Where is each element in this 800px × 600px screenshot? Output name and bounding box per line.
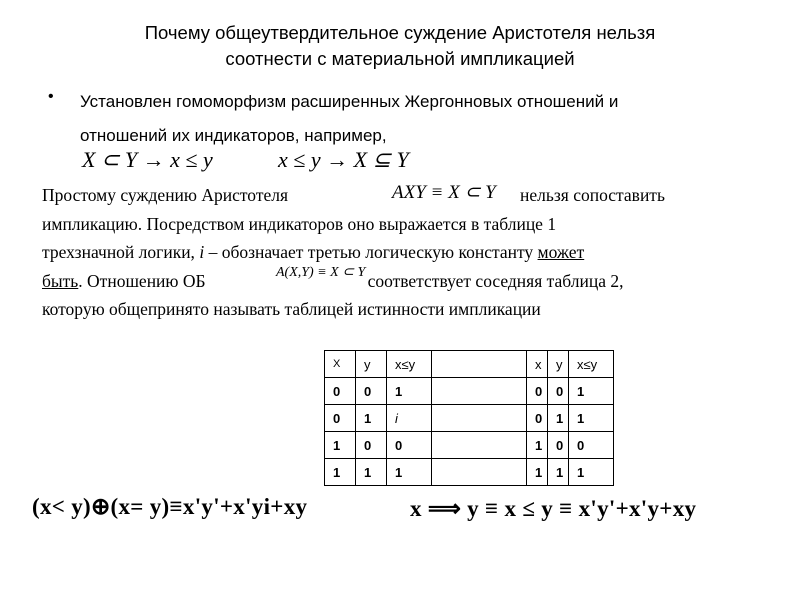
- para-text-3u: может: [537, 242, 585, 262]
- table-cell: 1: [527, 432, 548, 459]
- title-line-1: Почему общеутвердительное суждение Аристотеля нельзя: [144, 22, 656, 43]
- table-cell: 1: [356, 405, 387, 432]
- truth-tables: [324, 350, 614, 486]
- bullet-dot-icon: •: [48, 88, 54, 105]
- header-cell: y: [356, 351, 387, 378]
- para-text-4u: быть: [42, 270, 79, 291]
- table-header-row: [325, 351, 614, 378]
- bullet-line-2: отношений их индикаторов, например,: [80, 126, 387, 145]
- table-cell: 1: [325, 459, 356, 486]
- table-cell: 0: [569, 432, 614, 459]
- table-cell: 0: [356, 378, 387, 405]
- table-cell: 0: [548, 432, 569, 459]
- header-cell: x: [527, 351, 548, 378]
- table-cell: [432, 432, 527, 459]
- table-row: [325, 459, 614, 486]
- formula-bottom-left: (x< y)⊕(x= y)≡x'y'+x'yi+xy: [32, 494, 308, 519]
- para-text-1: Простому суждению Аристотеля: [42, 185, 289, 205]
- table-cell: i: [387, 405, 432, 432]
- table-cell: 1: [548, 405, 569, 432]
- table-cell: 0: [527, 405, 548, 432]
- bullet-line-1: Установлен гомоморфизм расширенных Жергонновых отношений и: [80, 92, 619, 111]
- para-text-4b: соответствует соседняя таблица 2,: [367, 270, 624, 291]
- table-cell: 1: [569, 378, 614, 405]
- header-cell: x≤y: [569, 351, 614, 378]
- para-text-2: нельзя сопоставить: [520, 185, 665, 205]
- table-cell: 1: [527, 459, 548, 486]
- header-cell: y: [548, 351, 569, 378]
- header-cell: x≤y: [387, 351, 432, 378]
- formula-aristotle: AXY ≡ X ⊂ Y: [392, 182, 496, 203]
- para-text-3i: i: [199, 242, 205, 262]
- table-cell: 0: [325, 405, 356, 432]
- table-cell: [432, 405, 527, 432]
- para-line-5: которую общепринято называть таблицей истинности импликации: [42, 299, 541, 319]
- formula-inclusion-to-le: X ⊂ Y → x ≤ y: [82, 147, 213, 172]
- table-cell: [432, 459, 527, 486]
- para-line-3: [42, 238, 772, 267]
- slide-title: [60, 20, 740, 72]
- table-row: [325, 378, 614, 405]
- table-cell: 0: [325, 378, 356, 405]
- header-cell: [432, 351, 527, 378]
- table-cell: 1: [569, 459, 614, 486]
- bullet-text: [80, 85, 760, 153]
- para-line-2: импликацию. Посредством индикаторов оно выражается в таблице 1: [42, 213, 557, 234]
- table-cell: 1: [356, 459, 387, 486]
- table-cell: [432, 378, 527, 405]
- table-cell: 0: [356, 432, 387, 459]
- table-cell: 1: [387, 459, 432, 486]
- table-cell: 0: [548, 378, 569, 405]
- table-cell: 0: [527, 378, 548, 405]
- table-row: [325, 432, 614, 459]
- table-cell: 1: [569, 405, 614, 432]
- table-row: [325, 405, 614, 432]
- table-cell: 1: [325, 432, 356, 459]
- para-line-4: [42, 267, 772, 296]
- header-cell: X: [325, 351, 356, 378]
- para-text-4a: . Отношению ОБ: [78, 270, 206, 291]
- table-cell: 1: [387, 378, 432, 405]
- table-cell: 0: [387, 432, 432, 459]
- title-line-2: соотнести с материальной импликацией: [225, 48, 575, 69]
- formula-ob: A(X,Y) ≡ X ⊂ Y: [276, 265, 366, 280]
- formula-le-to-inclusion: x ≤ y → X ⊆ Y: [278, 147, 409, 172]
- formula-bottom-right: x ⟹ y ≡ x ≤ y ≡ x'y'+x'y+xy: [410, 496, 697, 521]
- table-cell: 1: [548, 459, 569, 486]
- para-text-3b: – обозначает третью логическую константу: [204, 242, 538, 262]
- para-text-3a: трехзначной логики,: [42, 242, 195, 262]
